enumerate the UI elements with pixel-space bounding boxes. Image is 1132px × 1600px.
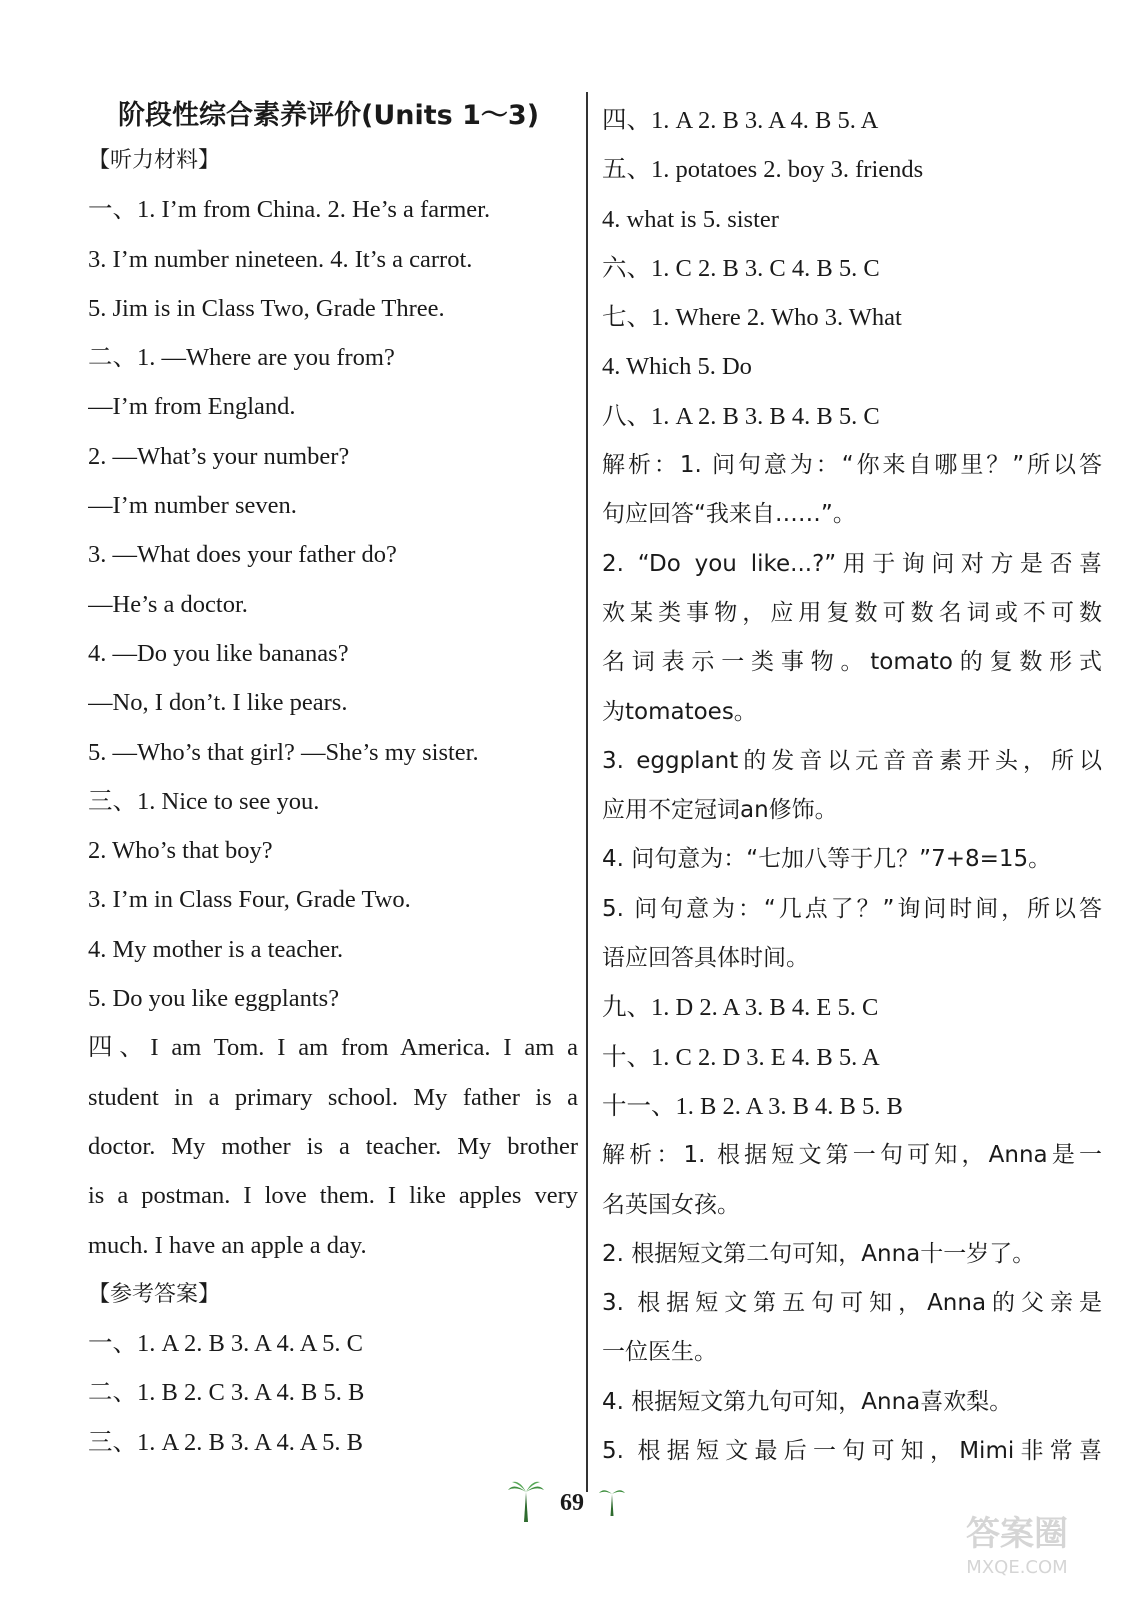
- left-line: 3. I’m in Class Four, Grade Two.: [88, 886, 411, 914]
- right-line: 欢某类事物，应用复数可数名词或不可数: [602, 599, 1102, 626]
- watermark-bottom-text: MXQE.COM: [966, 1557, 1068, 1578]
- left-line: 【听力材料】: [88, 148, 221, 173]
- left-line: student in a primary school. My father is a: [88, 1083, 578, 1111]
- column-divider: [586, 92, 588, 1492]
- left-line: 5. Jim is in Class Two, Grade Three.: [88, 294, 445, 322]
- right-line: 七、1. Where 2. Who 3. What: [602, 304, 902, 332]
- right-line: 解析：1. 问句意为：“你来自哪里？”所以答: [602, 452, 1102, 479]
- left-line: 一、1. A 2. B 3. A 4. A 5. C: [88, 1330, 364, 1358]
- left-line: 三、1. Nice to see you.: [88, 787, 320, 815]
- page-number: 69: [560, 1490, 584, 1516]
- left-line: 3. —What does your father do?: [88, 541, 397, 569]
- left-line: 2. —What’s your number?: [88, 442, 350, 470]
- right-line: 3. eggplant的发音以元音音素开头，所以: [602, 747, 1102, 774]
- left-line: —I’m number seven.: [88, 492, 297, 520]
- left-line: 3. I’m number nineteen. 4. It’s a carrot.: [88, 245, 473, 273]
- watermark-top-text: 答案圈: [966, 1514, 1068, 1554]
- palm-tree-small-icon: [598, 1484, 626, 1523]
- right-line: 四、1. A 2. B 3. A 4. B 5. A: [602, 107, 879, 134]
- right-line: 解析：1. 根据短文第一句可知，Anna是一: [602, 1142, 1102, 1169]
- right-line: 4. what is 5. sister: [602, 205, 779, 233]
- left-line: —I’m from England.: [88, 393, 296, 421]
- left-line: —He’s a doctor.: [88, 590, 248, 618]
- right-line: 语应回答具体时间。: [602, 945, 809, 972]
- right-line: 2. “Do you like...?”用于询问对方是否喜: [602, 550, 1102, 577]
- right-line: 八、1. A 2. B 3. B 4. B 5. C: [602, 402, 880, 430]
- right-line: 九、1. D 2. A 3. B 4. E 5. C: [602, 994, 879, 1022]
- left-line: 三、1. A 2. B 3. A 4. A 5. B: [88, 1428, 364, 1456]
- left-line: 二、1. B 2. C 3. A 4. B 5. B: [88, 1379, 365, 1407]
- right-lines: [602, 96, 1102, 1476]
- left-line: 4. —Do you like bananas?: [88, 639, 349, 667]
- palm-tree-icon: [506, 1478, 546, 1529]
- left-line: 5. —Who’s that girl? —She’s my sister.: [88, 738, 479, 766]
- right-line: 2. 根据短文第二句可知，Anna十一岁了。: [602, 1240, 1036, 1267]
- right-line: 名词表示一类事物。tomato的复数形式: [602, 649, 1102, 676]
- right-line: 名英国女孩。: [602, 1191, 740, 1218]
- page-title: 阶段性综合素养评价(Units 1～3): [118, 100, 540, 131]
- right-line: 为tomatoes。: [602, 698, 757, 725]
- right-line: 句应回答“我来自……”。: [602, 501, 856, 528]
- right-column: [602, 96, 1102, 1476]
- left-line: 二、1. —Where are you from?: [88, 344, 395, 372]
- right-line: 应用不定冠词an修饰。: [602, 797, 838, 824]
- left-line: 一、1. I’m from China. 2. He’s a farmer.: [88, 196, 491, 224]
- left-line: is a postman. I love them. I like apples very: [88, 1182, 578, 1210]
- left-line: 4. My mother is a teacher.: [88, 935, 344, 963]
- left-column: [88, 96, 578, 1467]
- right-line: 3. 根据短文第五句可知，Anna的父亲是: [602, 1290, 1102, 1317]
- right-line: 5. 根据短文最后一句可知，Mimi非常喜: [602, 1438, 1102, 1465]
- left-lines: [88, 136, 578, 1467]
- right-line: 一位医生。: [602, 1339, 717, 1366]
- right-line: 4. 根据短文第九句可知，Anna喜欢梨。: [602, 1388, 1013, 1415]
- right-line: 十一、1. B 2. A 3. B 4. B 5. B: [602, 1092, 903, 1120]
- left-line: 四、I am Tom. I am from America. I am a: [88, 1034, 578, 1062]
- left-line: 5. Do you like eggplants?: [88, 985, 340, 1013]
- right-line: 4. 问句意为：“七加八等于几？”7+8=15。: [602, 846, 1052, 873]
- right-line: 六、1. C 2. B 3. C 4. B 5. C: [602, 254, 880, 282]
- right-line: 5. 问句意为：“几点了？”询问时间，所以答: [602, 895, 1102, 922]
- left-line: much. I have an apple a day.: [88, 1231, 367, 1259]
- right-line: 4. Which 5. Do: [602, 353, 752, 381]
- right-line: 十、1. C 2. D 3. E 4. B 5. A: [602, 1043, 880, 1071]
- watermark-logo: [922, 1512, 1112, 1590]
- left-line: 【参考答案】: [88, 1281, 221, 1307]
- left-line: doctor. My mother is a teacher. My brother: [88, 1132, 578, 1160]
- left-line: 2. Who’s that boy?: [88, 837, 273, 865]
- right-line: 五、1. potatoes 2. boy 3. friends: [602, 156, 924, 184]
- left-line: —No, I don’t. I like pears.: [88, 689, 348, 717]
